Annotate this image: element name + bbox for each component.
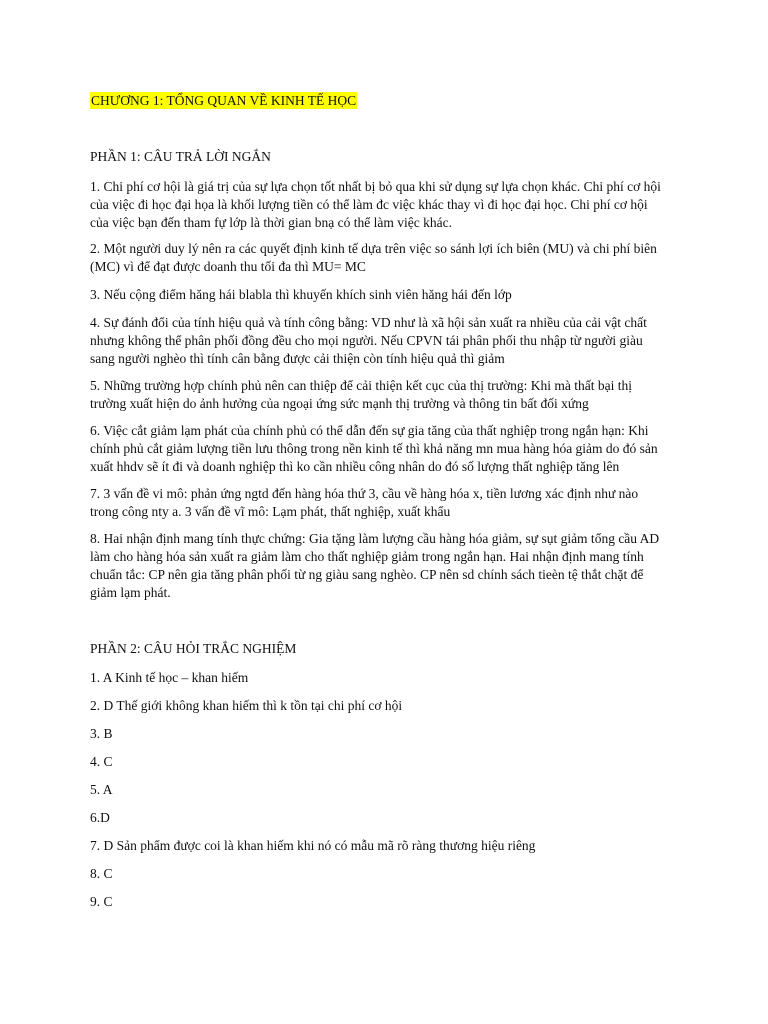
mc-answer-8: 8. C bbox=[90, 866, 113, 881]
short-answer-6 bbox=[90, 422, 680, 476]
paragraph-line: xuất hhdv sẽ ít đi và doanh nghiệp thì ko cần nhiều công nhân do đó số lượng thất nghiệp tăng lên bbox=[90, 459, 620, 474]
paragraph-line: giảm lạm phát. bbox=[90, 585, 171, 600]
short-answer-2 bbox=[90, 240, 680, 276]
paragraph-line: 1. Chi phí cơ hội là giá trị của sự lựa chọn tốt nhất bị bỏ qua khi sử dụng sự lựa chọn khác. Chi phí cơ hội bbox=[90, 179, 661, 194]
paragraph-line: sang người nghèo thì tính cân bằng được cải thiện còn tính hiệu quả thì giảm bbox=[90, 351, 505, 366]
mc-answer-5: 5. A bbox=[90, 782, 113, 797]
paragraph-line: 7. 3 vấn đề vi mô: phản ứng ngtd đến hàng hóa thứ 3, cầu về hàng hóa x, tiền lương xác định như nào bbox=[90, 486, 639, 501]
mc-answer-7: 7. D Sản phẩm được coi là khan hiếm khi nó có mẫu mã rõ ràng thương hiệu riêng bbox=[90, 838, 536, 853]
paragraph-line: 5. Những trường hợp chính phủ nên can thiệp để cải thiện kết cục của thị trường: Khi mà thất bại thị bbox=[90, 378, 632, 393]
paragraph-line: 2. Một người duy lý nên ra các quyết định kinh tế dựa trên việc so sánh lợi ích biên (MU) và chi phí biên bbox=[90, 241, 657, 256]
short-answer-5 bbox=[90, 377, 680, 413]
mc-answer-2: 2. D Thế giới không khan hiếm thì k tồn tại chi phí cơ hội bbox=[90, 698, 403, 713]
short-answer-7 bbox=[90, 485, 680, 521]
paragraph-line: (MC) vì để đạt được doanh thu tối đa thì MU= MC bbox=[90, 259, 366, 274]
short-answer-4 bbox=[90, 314, 680, 368]
mc-answer-4: 4. C bbox=[90, 754, 113, 769]
paragraph-line: của việc bạn đến tham fự lớp là thời gian bnạ có thể làm việc khác. bbox=[90, 215, 452, 230]
paragraph-line: chuẩn tắc: CP nên gia tăng phân phối từ ng giàu sang nghèo. CP nên sd chính sách tieèn tệ thắt chặt để bbox=[90, 567, 644, 582]
paragraph-line: của việc đi học đại họa là khối lượng tiền có thể làm đc việc khác thay vì đi học đại học. Chi phí cơ hội bbox=[90, 197, 648, 212]
short-answer-3 bbox=[90, 286, 680, 304]
paragraph-line: nhưng không thể phân phối đồng đều cho mọi người. Nếu CPVN tái phân phối thu nhập từ người giàu bbox=[90, 333, 643, 348]
paragraph-line: 6. Việc cắt giảm lạm phát của chính phủ có thể dẫn đến sự gia tăng của thất nghiệp trong ngắn hạn: Khi bbox=[90, 423, 649, 438]
mc-answer-3: 3. B bbox=[90, 726, 113, 741]
short-answer-8 bbox=[90, 530, 680, 602]
chapter-title: CHƯƠNG 1: TỔNG QUAN VỀ KINH TẾ HỌC bbox=[91, 93, 357, 108]
paragraph-line: 4. Sự đánh đổi của tính hiệu quả và tính công bằng: VD như là xã hội sản xuất ra nhiều của cải vật chất bbox=[90, 315, 647, 330]
paragraph-line: làm cho hàng hóa sản xuất ra giảm làm cho thất nghiệp giảm trong ngắn hạn. Hai nhận định mang tính bbox=[90, 549, 644, 564]
paragraph-line: trong công nty a. 3 vấn đề vĩ mô: Lạm phát, thất nghiệp, xuất khẩu bbox=[90, 504, 451, 519]
paragraph-line: trường xuất hiện do ảnh hưởng của ngoại ứng sức mạnh thị trường và thông tin bất đối xứng bbox=[90, 396, 589, 411]
part2-heading: PHẦN 2: CÂU HỎI TRẮC NGHIỆM bbox=[90, 641, 297, 656]
paragraph-line: 8. Hai nhận định mang tính thực chứng: Gia tặng làm lượng cầu hàng hóa giảm, sự sụt giảm tổng cầu AD bbox=[90, 531, 660, 546]
paragraph-line: 3. Nếu cộng điểm hăng hái blabla thì khuyến khích sinh viên hăng hái đến lớp bbox=[90, 287, 512, 302]
mc-answer-6: 6.D bbox=[90, 810, 110, 825]
short-answer-1 bbox=[90, 178, 680, 232]
paragraph-line: chính phủ cắt giảm lượng tiền lưu thông trong nền kinh tế thì khả năng mn mua hàng hóa giảm do đó sản bbox=[90, 441, 658, 456]
mc-answer-1: 1. A Kinh tế học – khan hiếm bbox=[90, 670, 249, 685]
mc-answer-9: 9. C bbox=[90, 894, 113, 909]
part1-heading: PHẦN 1: CÂU TRẢ LỜI NGẮN bbox=[90, 149, 271, 164]
